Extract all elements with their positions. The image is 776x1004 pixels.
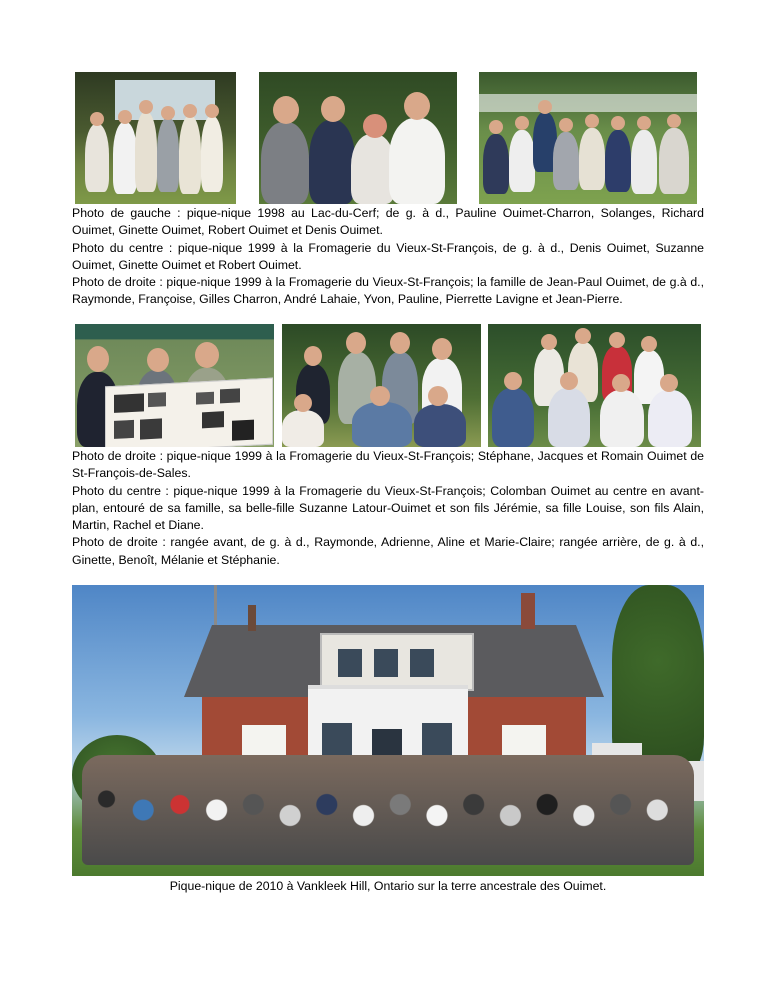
- photo-1998-lac-du-cerf: [75, 72, 236, 204]
- caption-2010-vankleek-hill: Pique-nique de 2010 à Vankleek Hill, Ontario sur la terre ancestrale des Ouimet.: [169, 879, 607, 893]
- photo-1999-colomban: [282, 324, 481, 447]
- photo-1999-album: [75, 324, 274, 447]
- caption-1999-stephane-jacques-romain: Photo de droite : pique-nique 1999 à la Fromagerie du Vieux-St-François; Stéphane, Jacques et Romain Ouimet de St-François-de-Sales.: [72, 449, 704, 481]
- house-dormer: [320, 633, 474, 691]
- caption-1999-centre: Photo du centre : pique-nique 1999 à la Fromagerie du Vieux-St-François, de g. à d., Denis Ouimet, Suzanne Ouimet, Ginette Ouimet et Robert Ouimet.: [72, 240, 704, 272]
- photo-2010-vankleek-hill: [72, 585, 704, 876]
- caption-1998-lac-du-cerf: Photo de gauche : pique-nique 1998 au Lac-du-Cerf; de g. à d., Pauline Ouimet-Charron, Solanges, Richard Ouimet, Ginette Ouimet, Robert Ouimet et Denis Ouimet.: [72, 206, 704, 238]
- crowd: [82, 755, 694, 865]
- caption-1999-colomban: Photo du centre : pique-nique 1999 à la Fromagerie du Vieux-St-François; Colomban Ouimet au centre en avant-plan, entouré de sa famille, sa belle-fille Suzanne Latour-Ouimet et son fils Jérémie, sa fille Louise, son fils Alain, Martin, Rachel et Diane.: [72, 483, 704, 533]
- caption-block-1: [72, 205, 704, 309]
- caption-1999-rangees: Photo de droite : rangée avant, de g. à d., Raymonde, Adrienne, Aline et Marie-Claire; rangée arrière, de g. à d., Ginette, Benoît, Mélanie et Stéphanie.: [72, 535, 704, 567]
- caption-block-2: [72, 448, 704, 569]
- photo-1999-fromagerie-four: [259, 72, 457, 204]
- photo-album: [105, 378, 273, 447]
- caption-1999-droite: Photo de droite : pique-nique 1999 à la Fromagerie du Vieux-St-François; la famille de Jean-Paul Ouimet, de g.à d., Raymonde, Françoise, Gilles Charron, André Lahaie, Yvon, Pauline, Pierrette Lavigne et Jean-Pierre.: [72, 275, 704, 307]
- photo-1999-rangees: [488, 324, 701, 447]
- photo-1999-famille-jean-paul: [479, 72, 697, 204]
